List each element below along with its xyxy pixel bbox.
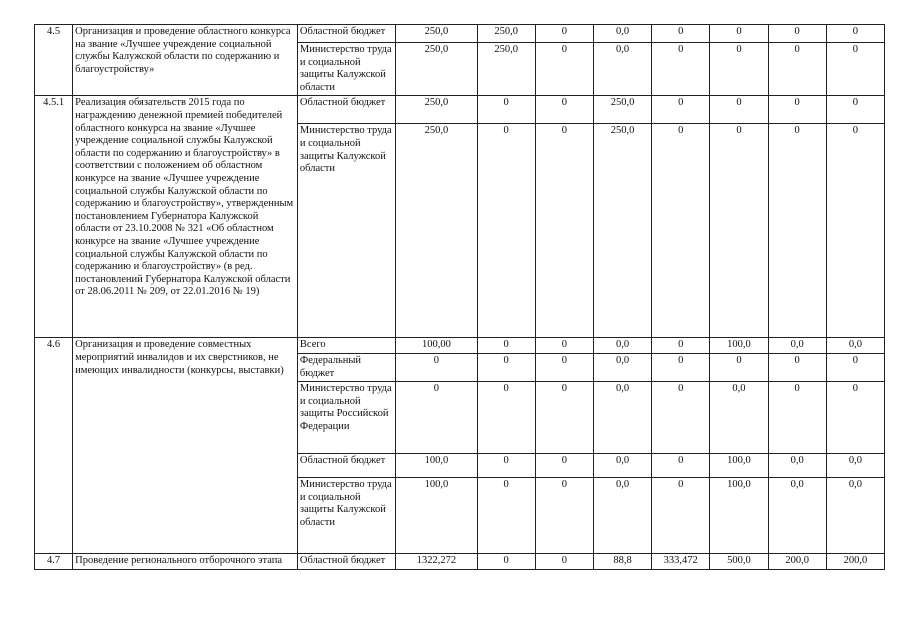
amount-year: 250,0 (593, 124, 651, 338)
amount-year: 200,0 (768, 554, 826, 570)
item-number: 4.5.1 (35, 96, 73, 338)
amount-year: 0 (535, 124, 593, 338)
amount-year: 0 (826, 43, 884, 96)
funding-source: Всего (297, 338, 395, 354)
amount-year: 0,0 (768, 478, 826, 554)
amount-total: 100,0 (396, 478, 477, 554)
amount-year: 0 (768, 353, 826, 381)
table-row (35, 25, 885, 43)
item-name: Организация и проведение совместных мероприятий инвалидов и их сверстников, не имеющих инвалидности (конкурсы, выставки) (73, 338, 298, 554)
amount-year: 0 (535, 25, 593, 43)
amount-year: 0 (826, 124, 884, 338)
amount-year: 0,0 (593, 25, 651, 43)
amount-total: 1322,272 (396, 554, 477, 570)
amount-year: 0 (652, 353, 710, 381)
amount-year: 0 (768, 96, 826, 124)
amount-year: 100,0 (710, 338, 768, 354)
amount-year: 0 (477, 96, 535, 124)
amount-year: 0 (710, 124, 768, 338)
amount-year: 0 (535, 96, 593, 124)
table-row (35, 554, 885, 570)
amount-year: 0 (826, 382, 884, 454)
amount-year: 0 (710, 353, 768, 381)
amount-total: 100,00 (396, 338, 477, 354)
budget-table (34, 24, 885, 570)
amount-year: 0 (652, 478, 710, 554)
amount-year: 0,0 (768, 454, 826, 478)
amount-year: 100,0 (710, 478, 768, 554)
amount-year: 0,0 (768, 338, 826, 354)
item-number: 4.6 (35, 338, 73, 554)
amount-year: 0 (477, 382, 535, 454)
amount-year: 0,0 (826, 454, 884, 478)
amount-year: 0 (652, 43, 710, 96)
amount-year: 333,472 (652, 554, 710, 570)
funding-source: Областной бюджет (297, 96, 395, 124)
amount-year: 0 (826, 96, 884, 124)
amount-year: 0,0 (593, 454, 651, 478)
amount-year: 0,0 (593, 338, 651, 354)
amount-year: 250,0 (477, 43, 535, 96)
amount-year: 0,0 (826, 338, 884, 354)
amount-year: 250,0 (477, 25, 535, 43)
item-number: 4.5 (35, 25, 73, 96)
funding-source: Федеральный бюджет (297, 353, 395, 381)
amount-year: 0 (477, 554, 535, 570)
amount-total: 0 (396, 382, 477, 454)
amount-year: 100,0 (710, 454, 768, 478)
table-row (35, 338, 885, 354)
amount-year: 0 (535, 43, 593, 96)
amount-year: 0 (768, 43, 826, 96)
funding-source: Министерство труда и социальной защиты Калужской области (297, 478, 395, 554)
amount-year: 0 (535, 554, 593, 570)
amount-year: 0 (652, 382, 710, 454)
funding-source: Министерство труда и социальной защиты Калужской области (297, 124, 395, 338)
table-body (35, 25, 885, 570)
amount-year: 0 (477, 454, 535, 478)
amount-total: 250,0 (396, 96, 477, 124)
amount-total: 250,0 (396, 25, 477, 43)
amount-year: 0 (826, 25, 884, 43)
amount-year: 0 (768, 25, 826, 43)
amount-year: 0 (652, 124, 710, 338)
amount-year: 0,0 (593, 353, 651, 381)
amount-year: 0 (535, 353, 593, 381)
amount-year: 0 (652, 454, 710, 478)
funding-source: Министерство труда и социальной защиты Российской Федерации (297, 382, 395, 454)
amount-year: 0 (768, 124, 826, 338)
amount-year: 0,0 (710, 382, 768, 454)
item-name: Организация и проведение областного конкурса на звание «Лучшее учреждение социальной службы Калужской области по содержанию и благоустройству» (73, 25, 298, 96)
funding-source: Областной бюджет (297, 25, 395, 43)
amount-year: 0 (710, 43, 768, 96)
funding-source: Министерство труда и социальной защиты Калужской области (297, 43, 395, 96)
amount-year: 88,8 (593, 554, 651, 570)
funding-source: Областной бюджет (297, 454, 395, 478)
amount-year: 0 (477, 353, 535, 381)
item-name: Реализация обязательств 2015 года по награждению денежной премией победителей областного конкурса на звание «Лучшее учреждение социальной службы Калужской области по содержанию и благоустройству» в соответствии с положением об областном конкурсе на звание «Лучшее учреждение социальной службы Калужской области по содержанию и благоустройству», утвержденным постановлением Губернатора Калужской области от 23.10.2008 № 321 «Об областном конкурсе на звание «Лучшее учреждение социальной службы Калужской области по содержанию и благоустройству» (в ред. постановлений Губернатора Калужской области от 28.06.2011 № 209, от 22.01.2016 № 19) (73, 96, 298, 338)
amount-total: 250,0 (396, 43, 477, 96)
amount-year: 0,0 (593, 43, 651, 96)
amount-year: 0 (710, 96, 768, 124)
amount-year: 0 (477, 124, 535, 338)
amount-year: 0,0 (593, 478, 651, 554)
amount-year: 0,0 (593, 382, 651, 454)
amount-year: 0,0 (826, 478, 884, 554)
amount-year: 0 (652, 338, 710, 354)
amount-year: 500,0 (710, 554, 768, 570)
amount-year: 0 (535, 478, 593, 554)
amount-year: 0 (652, 25, 710, 43)
amount-year: 250,0 (593, 96, 651, 124)
amount-year: 0 (826, 353, 884, 381)
amount-year: 0 (477, 338, 535, 354)
amount-year: 0 (710, 25, 768, 43)
amount-total: 250,0 (396, 124, 477, 338)
amount-total: 0 (396, 353, 477, 381)
amount-year: 0 (535, 454, 593, 478)
amount-year: 0 (477, 478, 535, 554)
amount-year: 0 (652, 96, 710, 124)
item-name: Проведение регионального отборочного этапа (73, 554, 298, 570)
amount-year: 0 (535, 338, 593, 354)
amount-year: 0 (768, 382, 826, 454)
amount-year: 0 (535, 382, 593, 454)
table-row (35, 96, 885, 124)
item-number: 4.7 (35, 554, 73, 570)
amount-total: 100,0 (396, 454, 477, 478)
funding-source: Областной бюджет (297, 554, 395, 570)
amount-year: 200,0 (826, 554, 884, 570)
